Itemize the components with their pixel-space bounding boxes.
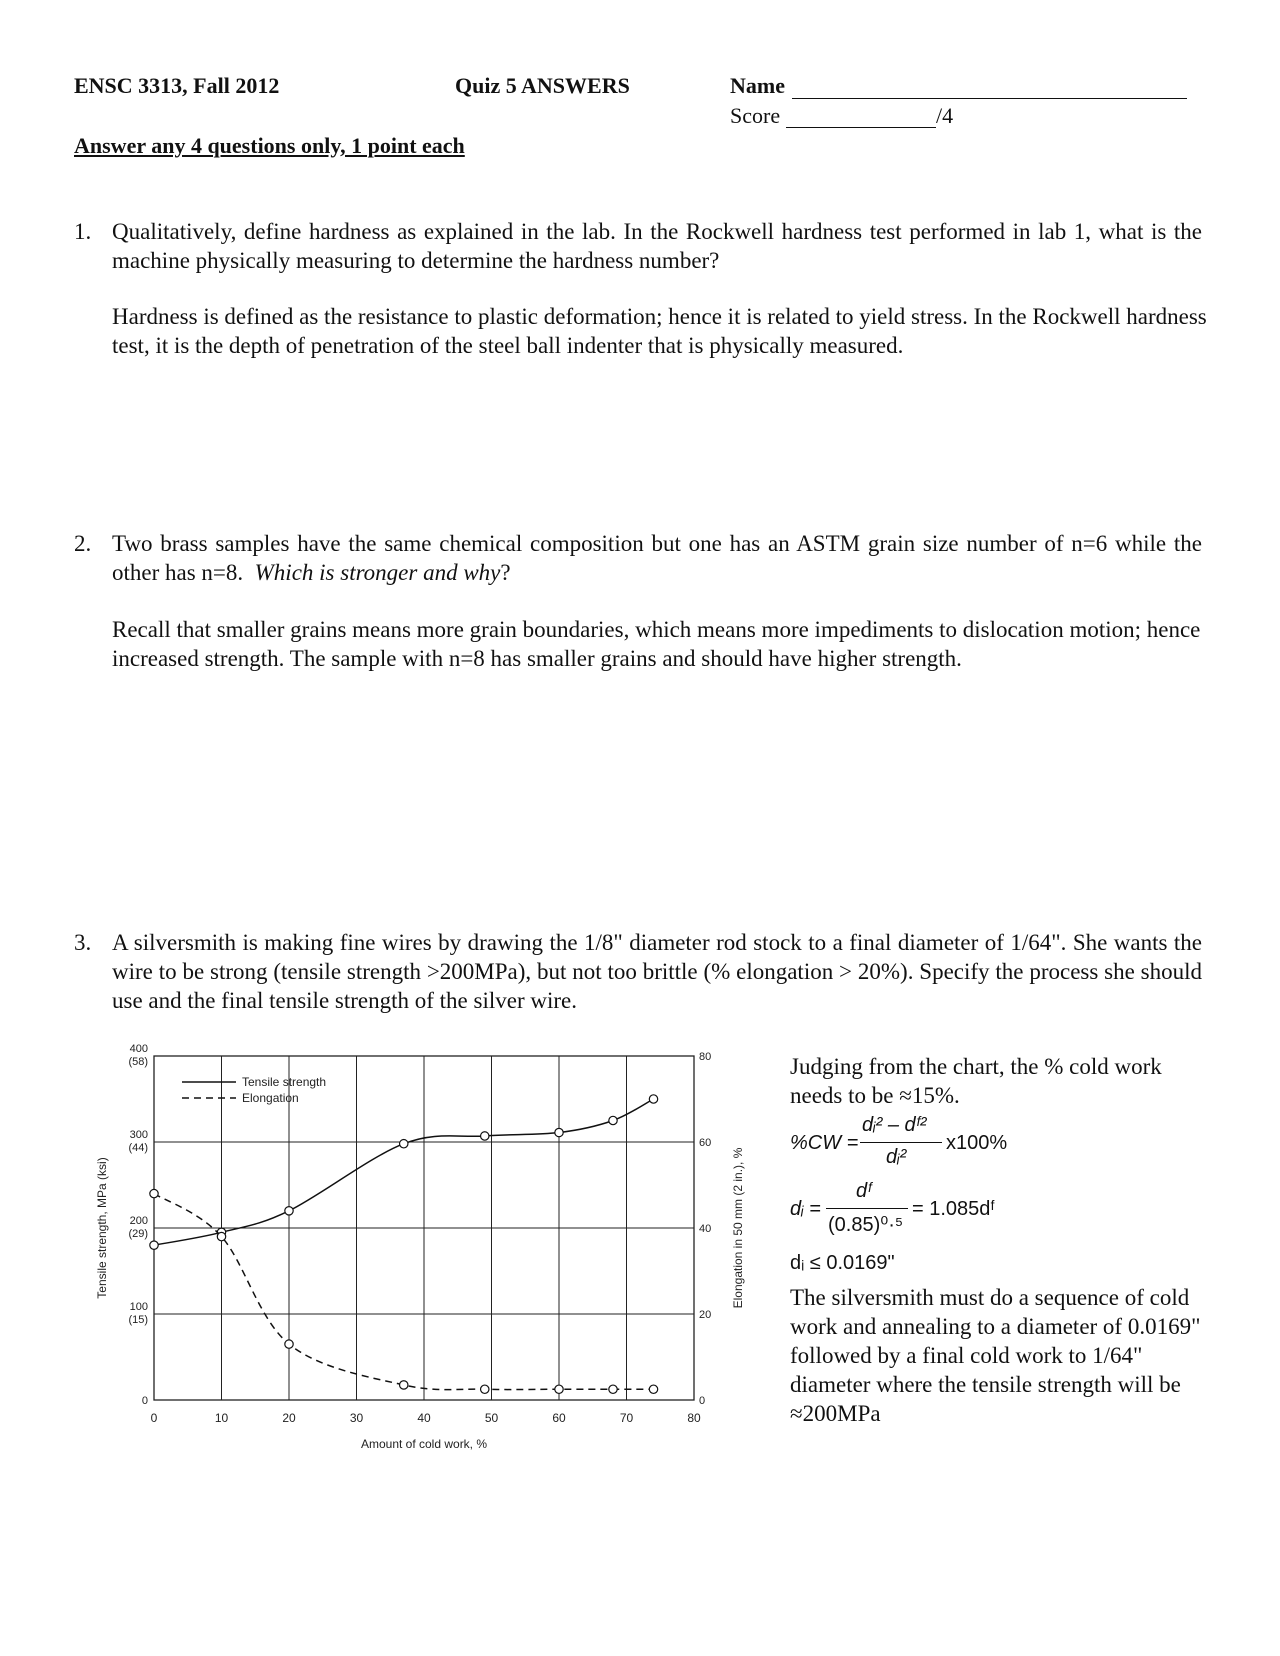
instructions: Answer any 4 questions only, 1 point each [74,133,465,158]
y-left-tick-label: 100 [129,1301,148,1313]
quiz-title: Quiz 5 ANSWERS [455,73,630,98]
cw-numerator: dᵢ² – dᶠ² [862,1114,927,1136]
x-tick-label: 30 [349,1411,364,1425]
y-right-tick-label: 40 [699,1223,712,1235]
question-number: 2. [74,531,92,556]
y-right-tick-label: 80 [699,1051,712,1063]
di-result: = 1.085dᶠ [912,1198,996,1220]
x-axis-title: Amount of cold work, % [360,1437,488,1450]
data-point-elongation [555,1385,563,1393]
score-label: Score [730,103,781,128]
di-fraction-bar [826,1208,908,1209]
answer-1: Hardness is defined as the resistance to plastic deformation; hence it is related to yield stress. In the Rockwell hardness test, it is the depth of penetration of the steel ball indenter that is physically measured. [112,304,1207,358]
name-label: Name [730,73,785,98]
di-denominator: (0.85)⁰·⁵ [828,1214,904,1236]
answer-3-conclusion: The silversmith must do a sequence of cold work and annealing to a diameter of 0.0169" followed by a final cold work to 1/64" diameter where the tensile strength will be ≈200MPa [790,1285,1201,1426]
score-total: /4 [936,103,954,128]
x-tick-label: 0 [150,1411,158,1425]
cw-denominator: dᵢ² [886,1146,907,1168]
data-point-elongation [150,1189,158,1197]
di-numerator: dᶠ [856,1180,872,1202]
cw-fraction-bar [860,1142,942,1143]
x-tick-label: 40 [417,1411,431,1425]
data-point-elongation [649,1385,657,1393]
course-title: ENSC 3313, Fall 2012 [74,73,280,98]
score-field[interactable] [786,127,936,128]
y-left-tick-label: 400 [129,1043,148,1055]
x-tick-label: 60 [552,1411,566,1425]
y-right-tick-label: 60 [699,1137,712,1149]
y-left-tick-sublabel: (29) [128,1228,148,1240]
question-text: A silversmith is making fine wires by drawing the 1/8" diameter rod stock to a final diameter of 1/64". She wants the wire to be strong (tensile strength >200MPa), but not too brittle (% elongation > 20%). Specify the process she should use and the final tensile strength of the silver wire. [112,930,1202,1013]
cold-work-chart [80,1030,760,1450]
x-tick-label: 80 [687,1411,701,1425]
data-point-elongation [285,1340,293,1348]
data-point-tensile [555,1128,563,1136]
legend-label-elongation: Elongation [242,1091,299,1105]
y-left-tick-label: 0 [141,1395,148,1407]
series-line-elongation [154,1194,654,1390]
answer-3-judging: Judging from the chart, the % cold work needs to be ≈15%. [790,1054,1162,1108]
question-text-italic: Which is stronger and why [254,560,501,585]
question-text [112,529,1202,587]
data-point-elongation [481,1385,489,1393]
data-point-tensile [400,1140,408,1148]
name-field[interactable] [792,98,1187,99]
y-left-tick-sublabel: (44) [128,1142,148,1154]
y-right-tick-label: 0 [699,1395,706,1407]
cw-tail: x100% [946,1132,1008,1154]
cw-label: %CW = [790,1132,859,1154]
data-point-elongation [609,1385,617,1393]
y-right-tick-label: 20 [699,1309,712,1321]
y-left-axis-title: Tensile strength, MPa (ksi) [95,1157,109,1299]
x-tick-label: 20 [282,1411,296,1425]
x-tick-label: 70 [619,1411,634,1425]
question-text: Qualitatively, define hardness as explained in the lab. In the Rockwell hardness test performed in lab 1, what is the machine physically measuring to determine the hardness number? [112,219,1202,273]
di-label: dᵢ = [790,1198,821,1220]
question-number: 1. [74,219,92,244]
answer-2: Recall that smaller grains means more grain boundaries, which means more impediments to dislocation motion; hence increased strength. The sample with n=8 has smaller grains and should have higher strength. [112,617,1201,671]
data-point-tensile [649,1095,657,1103]
series-line-tensile [154,1099,654,1245]
data-point-tensile [150,1241,158,1249]
y-right-axis-title: Elongation in 50 mm (2 in.), % [731,1147,745,1309]
di-bound: dᵢ ≤ 0.0169" [790,1252,895,1274]
data-point-elongation [400,1381,408,1389]
y-left-tick-label: 300 [129,1129,148,1141]
legend-label-tensile: Tensile strength [242,1075,327,1089]
x-tick-label: 50 [484,1411,499,1425]
y-left-tick-sublabel: (58) [128,1056,148,1068]
y-left-tick-sublabel: (15) [128,1314,148,1326]
data-point-tensile [285,1207,293,1215]
question-text-end: ? [500,560,511,585]
data-point-elongation [217,1232,225,1240]
data-point-tensile [609,1116,617,1124]
data-point-tensile [481,1132,489,1140]
y-left-tick-label: 200 [129,1215,148,1227]
x-tick-label: 10 [214,1411,229,1425]
question-number: 3. [74,930,92,955]
question-text-plain: Two brass samples have the same chemical composition but one has an ASTM grain size number of n=6 while the other has n=8. [112,531,1202,585]
